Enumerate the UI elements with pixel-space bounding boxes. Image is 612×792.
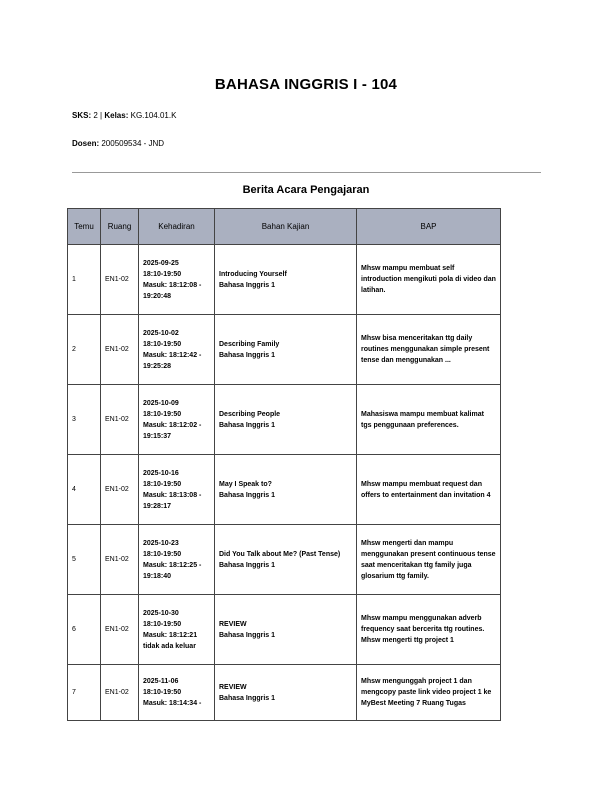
kehadiran-keluar: 19:20:48 bbox=[143, 292, 172, 300]
table-row bbox=[68, 315, 501, 385]
table-header-row bbox=[68, 209, 501, 245]
kehadiran-date: 2025-11-06 bbox=[143, 678, 179, 685]
kehadiran-date: 2025-09-25 bbox=[143, 259, 179, 267]
table-row bbox=[68, 595, 501, 665]
kajian-topic: Introducing Yourself bbox=[219, 270, 287, 278]
header-ruang: Ruang bbox=[101, 209, 139, 245]
table-row bbox=[68, 455, 501, 525]
cell-bahan-kajian bbox=[215, 245, 357, 315]
kehadiran-keluar: 19:25:28 bbox=[143, 362, 172, 370]
kehadiran-date: 2025-10-09 bbox=[143, 399, 179, 407]
header-kehadiran: Kehadiran bbox=[139, 209, 215, 245]
kehadiran-time: 18:10-19:50 bbox=[143, 550, 182, 558]
kehadiran-masuk: Masuk: 18:12:08 - bbox=[143, 281, 202, 289]
kelas-label: Kelas: bbox=[104, 111, 129, 120]
section-title: Berita Acara Pengajaran bbox=[242, 184, 370, 196]
kehadiran-masuk: Masuk: 18:12:21 bbox=[143, 631, 198, 639]
header-bahan-kajian: Bahan Kajian bbox=[215, 209, 357, 245]
cell-bap bbox=[357, 525, 501, 595]
cell-bap bbox=[357, 385, 501, 455]
kehadiran-date: 2025-10-02 bbox=[143, 329, 179, 337]
cell-kehadiran bbox=[139, 665, 215, 721]
table-row bbox=[68, 245, 501, 315]
sks-value: 2 bbox=[93, 111, 98, 120]
dosen-label: Dosen: bbox=[72, 139, 100, 148]
cell-bap bbox=[357, 665, 501, 721]
lecturer-info-line bbox=[72, 139, 164, 148]
kehadiran-time: 18:10-19:50 bbox=[143, 620, 182, 628]
cell-bap bbox=[357, 455, 501, 525]
kehadiran-keluar: tidak ada keluar bbox=[143, 642, 196, 650]
kehadiran-time: 18:10-19:50 bbox=[143, 270, 182, 278]
bap-text: Mhsw mengerti dan mampu menggunakan present continuous tense saat menceritakan ttg family juga glosarium ttg family. bbox=[361, 539, 496, 580]
kehadiran-masuk: Masuk: 18:14:34 - bbox=[143, 700, 202, 707]
kehadiran-time: 18:10-19:50 bbox=[143, 480, 182, 488]
kajian-topic: REVIEW bbox=[219, 683, 247, 691]
info-separator: | bbox=[100, 111, 103, 120]
cell-kehadiran bbox=[139, 385, 215, 455]
cell-ruang: EN1-02 bbox=[101, 595, 139, 665]
table-row bbox=[68, 385, 501, 455]
kajian-course: Bahasa Inggris 1 bbox=[219, 694, 276, 702]
kajian-topic: REVIEW bbox=[219, 620, 247, 628]
table-row bbox=[68, 525, 501, 595]
cell-ruang: EN1-02 bbox=[101, 665, 139, 721]
cell-temu: 3 bbox=[68, 385, 101, 455]
cell-bap bbox=[357, 245, 501, 315]
bap-text: Mhsw bisa menceritakan ttg daily routines menggunakan simple present tense dan menggunakan ... bbox=[361, 335, 490, 364]
course-info-line bbox=[72, 111, 176, 120]
cell-ruang: EN1-02 bbox=[101, 245, 139, 315]
cell-bap bbox=[357, 315, 501, 385]
kajian-course: Bahasa Inggris 1 bbox=[219, 351, 276, 359]
kajian-course: Bahasa Inggris 1 bbox=[219, 561, 276, 569]
bap-text: Mahasiswa mampu membuat kalimat tgs penggunaan preferences. bbox=[361, 410, 484, 429]
kehadiran-masuk: Masuk: 18:12:02 - bbox=[143, 421, 202, 429]
kehadiran-masuk: Masuk: 18:13:08 - bbox=[143, 491, 202, 499]
kehadiran-keluar: 19:18:40 bbox=[143, 572, 172, 580]
cell-temu: 2 bbox=[68, 315, 101, 385]
cell-temu: 1 bbox=[68, 245, 101, 315]
cell-kehadiran bbox=[139, 315, 215, 385]
kajian-topic: Describing People bbox=[219, 410, 281, 418]
bap-text: Mhsw mampu membuat request dan offers to entertainment dan invitation 4 bbox=[361, 480, 491, 499]
bap-text: Mhsw mampu menggunakan adverb frequency saat bercerita ttg routines. Mhsw mengerti ttg project 1 bbox=[361, 615, 485, 644]
cell-temu: 6 bbox=[68, 595, 101, 665]
kehadiran-time: 18:10-19:50 bbox=[143, 410, 182, 418]
kehadiran-date: 2025-10-23 bbox=[143, 539, 179, 547]
cell-kehadiran bbox=[139, 525, 215, 595]
table-row bbox=[68, 665, 501, 721]
kajian-course: Bahasa Inggris 1 bbox=[219, 631, 276, 639]
cell-bap bbox=[357, 595, 501, 665]
cell-temu: 7 bbox=[68, 665, 101, 721]
cell-kehadiran bbox=[139, 595, 215, 665]
cell-bahan-kajian bbox=[215, 665, 357, 721]
cell-bahan-kajian bbox=[215, 525, 357, 595]
cell-kehadiran bbox=[139, 455, 215, 525]
cell-bahan-kajian bbox=[215, 315, 357, 385]
kehadiran-keluar: 19:15:37 bbox=[143, 432, 172, 440]
kelas-value: KG.104.01.K bbox=[130, 111, 177, 120]
header-bap: BAP bbox=[357, 209, 501, 245]
cell-ruang: EN1-02 bbox=[101, 315, 139, 385]
kehadiran-masuk: Masuk: 18:12:25 - bbox=[143, 561, 202, 569]
kajian-topic: May I Speak to? bbox=[219, 480, 272, 488]
kajian-topic: Did You Talk about Me? (Past Tense) bbox=[219, 550, 341, 558]
cell-ruang: EN1-02 bbox=[101, 385, 139, 455]
bap-text: Mhsw mengunggah project 1 dan mengcopy paste link video project 1 ke MyBest Meeting 7 Ruang Tugas bbox=[361, 678, 492, 707]
sks-label: SKS: bbox=[72, 111, 92, 120]
dosen-value: 200509534 - JND bbox=[101, 139, 165, 148]
kehadiran-date: 2025-10-30 bbox=[143, 609, 179, 617]
cell-ruang: EN1-02 bbox=[101, 525, 139, 595]
kajian-topic: Describing Family bbox=[219, 340, 280, 348]
cell-temu: 5 bbox=[68, 525, 101, 595]
bap-text: Mhsw mampu membuat self introduction mengikuti pola di video dan latihan. bbox=[361, 265, 496, 294]
cell-ruang: EN1-02 bbox=[101, 455, 139, 525]
kajian-course: Bahasa Inggris 1 bbox=[219, 491, 276, 499]
cell-kehadiran bbox=[139, 245, 215, 315]
kehadiran-time: 18:10-19:50 bbox=[143, 340, 182, 348]
kehadiran-date: 2025-10-16 bbox=[143, 469, 179, 477]
cell-bahan-kajian bbox=[215, 455, 357, 525]
kajian-course: Bahasa Inggris 1 bbox=[219, 281, 276, 289]
kajian-course: Bahasa Inggris 1 bbox=[219, 421, 276, 429]
page-title: BAHASA INGGRIS I - 104 bbox=[214, 76, 398, 93]
kehadiran-time: 18:10-19:50 bbox=[143, 689, 182, 696]
cell-bahan-kajian bbox=[215, 385, 357, 455]
divider bbox=[72, 172, 541, 173]
kehadiran-masuk: Masuk: 18:12:42 - bbox=[143, 351, 202, 359]
bap-table bbox=[67, 208, 501, 721]
cell-bahan-kajian bbox=[215, 595, 357, 665]
cell-temu: 4 bbox=[68, 455, 101, 525]
header-temu: Temu bbox=[68, 209, 101, 245]
kehadiran-keluar: 19:28:17 bbox=[143, 502, 172, 510]
